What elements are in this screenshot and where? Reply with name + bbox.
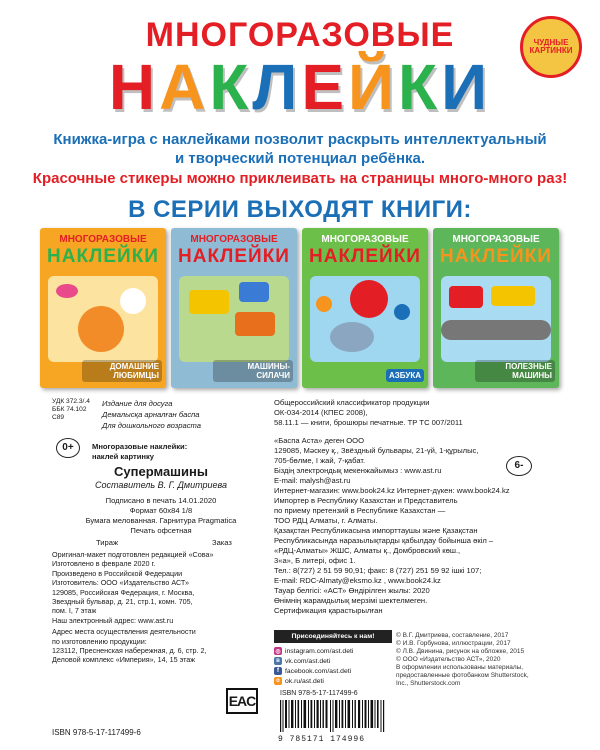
manufacturer-line: Звездный бульвар, д. 21, стр.1, комн. 705, — [52, 597, 193, 607]
book-subtitle: ДОМАШНИЕ ЛЮБИМЦЫ — [82, 360, 162, 382]
barcode-icon — [278, 700, 388, 732]
legal-line: Тауар белгісі: «АСТ» Өндірілген жылы: 2020 — [274, 586, 430, 595]
manufacturer-line: Адрес места осуществления деятельности — [52, 627, 196, 637]
title-letter: И — [441, 51, 492, 123]
instagram-icon: ◎ — [275, 648, 281, 655]
book-illustration — [179, 276, 289, 362]
social-link[interactable] — [274, 657, 330, 665]
edition-line: Для дошкольного возраста — [102, 421, 202, 430]
social-link-text: instagram.com/ast.deti — [285, 647, 354, 655]
book-title-big: НАКЛЕЙКИ — [309, 246, 421, 267]
barcode — [278, 700, 388, 742]
fish-icon — [56, 284, 78, 298]
udk-line: С89 — [52, 414, 65, 421]
edition-line: Демалысқа арналған баспа — [102, 410, 200, 419]
road-icon — [441, 320, 551, 340]
manufacturer-line: 129085, Российская Федерация, г. Москва, — [52, 587, 195, 597]
series-heading: В СЕРИИ ВЫХОДЯТ КНИГИ: — [128, 196, 472, 223]
puppy-icon — [120, 288, 146, 314]
zakaz-label: Заказ — [212, 538, 232, 547]
book-title-big: НАКЛЕЙКИ — [47, 246, 159, 267]
book-title: Супермашины — [114, 464, 208, 479]
book-title-top: МНОГОРАЗОВЫЕ — [452, 234, 540, 245]
crane-icon — [239, 282, 269, 302]
social-link[interactable] — [274, 677, 324, 685]
legal-line: ОК-034-2014 (КПЕС 2008), — [274, 408, 368, 417]
social-link[interactable] — [274, 647, 353, 655]
mascot-logo — [520, 16, 582, 78]
letter-icon — [394, 304, 410, 320]
book-title-top: МНОГОРАЗОВЫЕ — [190, 234, 278, 245]
udk-line: ББК 74.102 — [52, 406, 87, 413]
header-title-top: МНОГОРАЗОВЫЕ — [145, 16, 455, 54]
manufacturer-line: 123112, Пресненская набережная, д. 6, стр. 2, — [52, 646, 207, 656]
manufacturer-line: Изготовлено в феврале 2020 г. — [52, 559, 156, 569]
eac-mark: EAC — [226, 688, 258, 714]
legal-line: Өнімнің жарамдылық мерзімі шектелмеген. — [274, 596, 428, 605]
truck-icon — [235, 312, 275, 336]
book-subtitle: ПОЛЕЗНЫЕ МАШИНЫ — [475, 360, 555, 382]
isbn-left: ISBN 978-5-17-117499-6 — [52, 728, 141, 737]
book-title-top: МНОГОРАЗОВЫЕ — [59, 234, 147, 245]
odnoklassniki-icon: o — [274, 677, 282, 685]
legal-line: ТОО РДЦ Алматы, г. Алматы. — [274, 516, 378, 525]
print-line: Подписано в печать 14.01.2020 — [105, 496, 217, 505]
manufacturer-line: Наш электронный адрес: www.ast.ru — [52, 615, 174, 625]
letter-icon — [316, 296, 332, 312]
legal-line: «Баспа Аста» деген ООО — [274, 436, 364, 445]
social-heading: Присоединяйтесь к нам! — [274, 630, 392, 643]
description-line: Книжка-игра с наклейками позволит раскрыть интеллектуальный — [53, 131, 547, 148]
title-letter: Н — [108, 51, 160, 123]
description-line: и творческий потенциал ребёнка. — [174, 150, 426, 167]
mascot-label: ЧУДНЫЕ КАРТИНКИ — [529, 37, 573, 55]
book-subtitle: АЗБУКА — [386, 369, 424, 382]
rooster-icon — [350, 280, 388, 318]
compiler: Составитель В. Г. Дмитриева — [94, 480, 228, 490]
manufacturer-line: Изготовитель: ООО «Издательство АСТ» — [52, 578, 189, 588]
book-cover-trucks — [171, 228, 297, 388]
print-details — [52, 496, 270, 536]
description-blue — [40, 130, 560, 168]
book-cover-useful-machines — [433, 228, 559, 388]
legal-line: Тел.: 8(727) 2 51 59 90,91; факс: 8 (727) 251 59 92 ішкі 107; — [274, 566, 482, 575]
imprint-section — [52, 398, 558, 744]
legal-line: Общероссийский классификатор продукции — [274, 398, 430, 407]
book-title-big: НАКЛЕЙКИ — [440, 246, 552, 267]
title-letter: А — [159, 51, 210, 123]
legal-line: 129085, Мәскеу қ., Звёздный бульвары, 21-үй, 1-құрылыс, — [274, 446, 479, 455]
social-link-text: ok.ru/ast.deti — [285, 677, 324, 685]
title-letter: Й — [348, 51, 399, 123]
book-cover-alphabet — [302, 228, 428, 388]
legal-line: Біздің электрондық мекенжайымыз : www.ast.ru — [274, 466, 442, 475]
legal-line: 3«а», Б литері, офис 1. — [274, 556, 356, 565]
title-letter: Л — [252, 51, 302, 123]
series-sub: наклей картинку — [92, 452, 154, 461]
barcode-digits: 9 785171 174996 — [278, 735, 366, 744]
legal-line: Республикасында наразылықтарды қабылдау бойынша өкіл – — [274, 536, 494, 545]
legal-line: 58.11.1 — книги, брошюры печатные. ТР ТС 007/2011 — [274, 418, 463, 427]
legal-line: Қазақстан Республикасына импорттаушы және Қазақстан — [274, 526, 478, 535]
edition-block — [102, 398, 262, 431]
title-letter: К — [398, 51, 442, 123]
manufacturer-line: Произведено в Российской Федерации — [52, 568, 183, 578]
legal-line: Интернет-магазин: www.book24.kz Интернет-дүкен: www.book24.kz — [274, 486, 510, 495]
legal-line: по приему претензий в Республике Казахстан — — [274, 506, 446, 515]
book-subtitle: МАШИНЫ-СИЛАЧИ — [213, 360, 293, 382]
social-link[interactable] — [274, 667, 351, 675]
legal-line: E-mail: RDC-Almaty@eksmo.kz , www.book24.kz — [274, 576, 441, 585]
copyright-line: © В.Г. Дмитриева, составление, 2017 — [396, 632, 509, 639]
description-red: Красочные стикеры можно приклеивать на страницы много-много раз! — [32, 170, 568, 187]
title-letter: Е — [301, 51, 349, 123]
manufacturer-line: Оригинал-макет подготовлен редакцией «Сова» — [52, 550, 214, 559]
age-badge-left: 0+ — [56, 438, 80, 458]
book-illustration — [310, 276, 420, 362]
series-name-block — [92, 442, 268, 462]
copyright-line: © Л.В. Двинина, рисунок на обложке, 2015 — [396, 648, 525, 655]
title-letter: К — [209, 51, 253, 123]
legal-line: Импортер в Республику Казахстан и Представитель — [274, 496, 458, 505]
elephant-icon — [330, 322, 374, 352]
copyright-block — [396, 632, 558, 688]
copyright-line: В оформлении использованы материалы, — [396, 664, 524, 671]
legal-line: «РДЦ-Алматы» ЖШС, Алматы қ., Домбровский көш., — [274, 546, 461, 555]
bus-icon — [491, 286, 535, 306]
header-title-big — [0, 50, 600, 124]
copyright-line: Inc., Shutterstock.com — [396, 680, 461, 687]
manufacturer-line: Деловой комплекс «Империя», 14, 15 этаж — [52, 655, 196, 665]
print-line: Бумага мелованная. Гарнитура Pragmatica — [85, 516, 237, 525]
book-cover-pets — [40, 228, 166, 388]
manufacturer-line: пом. I, 7 этаж — [52, 606, 97, 616]
udk-line: УДК 372.3/.4 — [52, 398, 90, 405]
age-badge-right: 6- — [506, 456, 532, 476]
truck-icon — [189, 290, 229, 314]
legal-line: 705-бөлме, I жай, 7-қабат. — [274, 456, 366, 465]
social-link-text: vk.com/ast.deti — [285, 657, 331, 665]
tractor-icon — [449, 286, 483, 308]
facebook-icon: f — [274, 667, 282, 675]
book-covers — [40, 228, 560, 388]
legal-block — [274, 398, 558, 616]
book-illustration — [441, 276, 551, 362]
copyright-line: © ООО «Издательство АСТ», 2020 — [396, 656, 501, 663]
tirazh-label: Тираж — [96, 538, 119, 547]
vk-icon: в — [274, 657, 282, 665]
series-name: Многоразовые наклейки: — [92, 442, 188, 451]
manufacturer-block — [52, 550, 270, 665]
social-link-text: facebook.com/ast.deti — [285, 667, 352, 675]
copyright-line: предоставленные фотобанком Shutterstock, — [396, 672, 529, 679]
udk-block — [52, 398, 90, 422]
manufacturer-line: по изготовлению продукции: — [52, 636, 147, 646]
book-illustration — [48, 276, 158, 362]
cat-icon — [78, 306, 124, 352]
book-title-top: МНОГОРАЗОВЫЕ — [321, 234, 409, 245]
book-title-big: НАКЛЕЙКИ — [178, 246, 290, 267]
edition-line: Издание для досуга — [102, 399, 173, 408]
print-line: Формат 60х84 1/8 — [129, 506, 193, 515]
print-line: Печать офсетная — [130, 526, 192, 535]
legal-line: E-mail: malysh@ast.ru — [274, 476, 351, 485]
isbn-small: ISBN 978-5-17-117499-6 — [280, 690, 358, 697]
legal-line: Сертификация қарастырылған — [274, 606, 383, 615]
copyright-line: © И.В. Горбунова, иллюстрации, 2017 — [396, 640, 511, 647]
